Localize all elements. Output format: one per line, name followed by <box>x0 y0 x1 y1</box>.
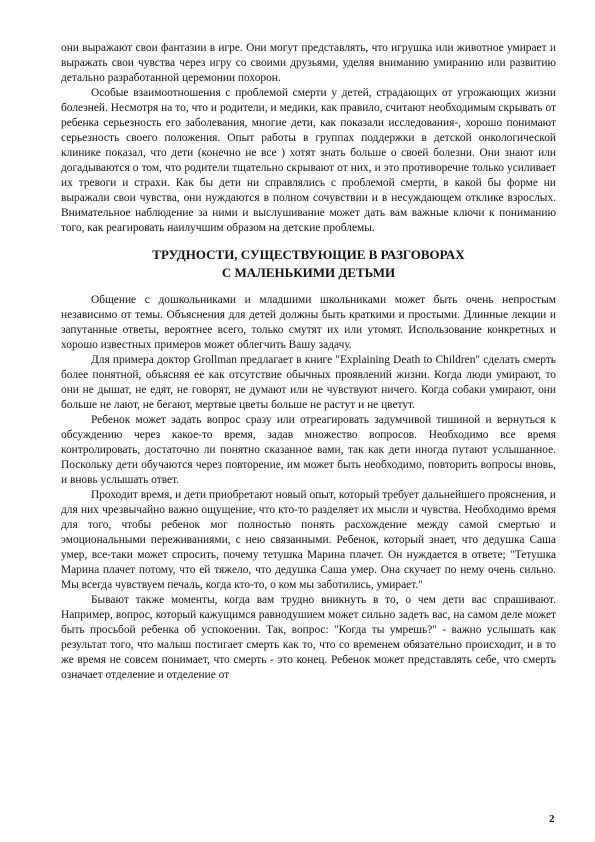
paragraph: Ребенок может задать вопрос сразу или отреагировать задумчивой тишиной и вернуться к обсуждению через какое-то время, задав множество вопросов. Необходимо все время контролировать, достаточно ли понятно сказанное вами, так как дети иногда путают услышанное. Поскольку дети обучаются через повторение, им может быть необходимо, повторить вопросы вновь, и вновь услышать ответ. <box>61 414 556 486</box>
paragraph: Общение с дошкольниками и младшими школьниками может быть очень непростым независимо от темы. Объяснения для детей должны быть краткими и простыми. Длинные лекции и запутанные ответы, вероятнее всего, только смутят их или утомят. Использование конкретных и хорошо известных примеров может облегчить Вашу задачу. <box>61 294 556 351</box>
paragraph: Для примера доктор Grollman предлагает в книге "Explaining Death to Children" сделать смерть более понятной, объясняя ее как отсутствие обычных проявлений жизни. Когда люди умирают, то они не дышат, не едят, не говорят, не думают или не чувствуют ничего. Когда собаки умирают, они больше не лают, не бегают, мертвые цветы больше не растут и не цветут. <box>61 354 556 411</box>
page-number: 2 <box>549 813 555 825</box>
section-heading-line-2: С МАЛЕНЬКИМИ ДЕТЬМИ <box>221 265 396 280</box>
paragraph: Проходит время, и дети приобретают новый опыт, который требует дальнейшего прояснения, и для них чрезвычайно важно ощущение, что кто-то разделяет их мысли и чувства. Необходимо время для того, чтобы ребенок мог полностью понять расхождение между самой смертью и эмоциональными переживаниями, с нею связанными. Ребенок, который знает, что дедушка Саша умер, все-таки может спросить, почему тетушка Марина плачет. Он нуждается в ответе; "Тетушка Марина плачет потому, что ей тяжело, что дедушка Саша умер. Она скучает по нему очень сильно. Мы всегда чувствуем печаль, когда кто-то, о ком мы заботились, умирает." <box>61 489 556 591</box>
paragraph: Особые взаимоотношения с проблемой смерти у детей, страдающих от угрожающих жизни болезней. Несмотря на то, что и родители, и медики, как правило, считают необходимым скрывать от ребенка серьезность его заболевания, многие дети, как показали исследования-, хорошо понимают серьезность своего положения. Опыт работы в группах поддержки в детской онкологической клинике показал, что дети (конечно не все ) хотят знать больше о своей болезни. Они знают или догадываются о том, что родители тщательно скрывают от них, и это противоречие только усиливает их тревоги и страхи. Как бы дети ни справлялись с проблемой смерти, в какой бы форме ни выражали свои чувства, они нуждаются в полном сочувствии и в несуждающем отклике взрослых. Внимательное наблюдение за ними и выслушивание может дать вам важные ключи к пониманию того, как реагировать наилучшим образом на детские проблемы. <box>61 87 556 234</box>
paragraph: они выражают свои фантазии в игре. Они могут представлять, что игрушка или животное умирает и выражать свои чувства через игру со своими друзьями, уделяя вниманию умиранию или развитию детально разработанной церемонии похорон. <box>61 42 556 84</box>
section-heading <box>61 246 556 282</box>
paragraph: Бывают также моменты, когда вам трудно вникнуть в то, о чем дети вас спрашивают. Например, вопрос, который кажущимся равнодушием может сильно задеть вас, на самом деле может быть просьбой ребенка об успокоении. Так, вопрос: "Когда ты умрешь?" - важно услышать как результат того, что малыш постигает смерть как то, что со временем обязательно происходит, и в то же время не совсем понимает, что смерть - это конец. Ребенок может представлять себе, что смерть означает отделение и отделение от <box>61 594 556 681</box>
section-heading-line-1: ТРУДНОСТИ, СУЩЕСТВУЮЩИЕ В РАЗГОВОРАХ <box>152 247 465 262</box>
document-page <box>61 41 556 683</box>
